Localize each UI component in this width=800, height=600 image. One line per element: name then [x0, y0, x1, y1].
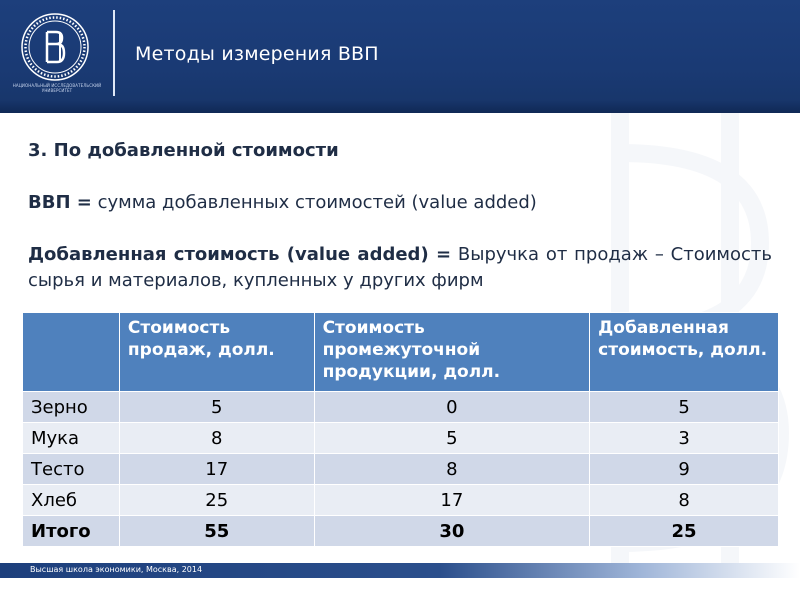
table-header-cell: Стоимость промежуточной продукции, долл.	[314, 313, 590, 392]
table-cell: Зерно	[23, 392, 120, 423]
table-row	[23, 392, 779, 423]
header-shade	[0, 100, 800, 113]
table-cell: 0	[314, 392, 590, 423]
table-cell: 25	[119, 485, 314, 516]
table-cell: 17	[119, 454, 314, 485]
table-row	[23, 423, 779, 454]
slide-body	[28, 138, 772, 306]
table-row	[23, 454, 779, 485]
value-added-table	[22, 312, 779, 547]
header-divider	[113, 10, 115, 96]
table-cell: 30	[314, 516, 590, 547]
table-cell: Тесто	[23, 454, 120, 485]
table-row	[23, 485, 779, 516]
gdp-term: ВВП =	[28, 192, 92, 213]
gdp-definition	[28, 190, 772, 216]
table-cell: Хлеб	[23, 485, 120, 516]
table-cell: 5	[590, 392, 779, 423]
logo-caption: НАЦИОНАЛЬНЫЙ ИССЛЕДОВАТЕЛЬСКИЙ УНИВЕРСИТЕТ	[12, 83, 102, 93]
footer-text: Высшая школа экономики, Москва, 2014	[30, 565, 203, 574]
table-header-row	[23, 313, 779, 392]
university-logo-icon	[20, 12, 90, 82]
table-cell: 17	[314, 485, 590, 516]
table-cell: 3	[590, 423, 779, 454]
table-header-cell: Стоимость продаж, долл.	[119, 313, 314, 392]
table-cell: 25	[590, 516, 779, 547]
value-added-term: Добавленная стоимость (value added) =	[28, 244, 452, 265]
value-added-definition	[28, 242, 772, 306]
table-cell: Итого	[23, 516, 120, 547]
table-header-cell	[23, 313, 120, 392]
slide-title: Методы измерения ВВП	[135, 43, 379, 65]
gdp-definition-text: сумма добавленных стоимостей (value added)	[91, 192, 537, 213]
table-cell: 9	[590, 454, 779, 485]
table-cell: 5	[119, 392, 314, 423]
table-cell: 8	[314, 454, 590, 485]
header-bar	[0, 0, 800, 113]
table-cell: 55	[119, 516, 314, 547]
table-cell: Мука	[23, 423, 120, 454]
table-header-cell: Добавленная стоимость, долл.	[590, 313, 779, 392]
table-cell: 8	[119, 423, 314, 454]
table-total-row	[23, 516, 779, 547]
section-heading: 3. По добавленной стоимости	[28, 140, 339, 161]
value-added-definition-text: Выручка от продаж – Стоимость сырья и материалов, купленных у других фирм	[28, 244, 772, 291]
table-cell: 8	[590, 485, 779, 516]
table-cell: 5	[314, 423, 590, 454]
